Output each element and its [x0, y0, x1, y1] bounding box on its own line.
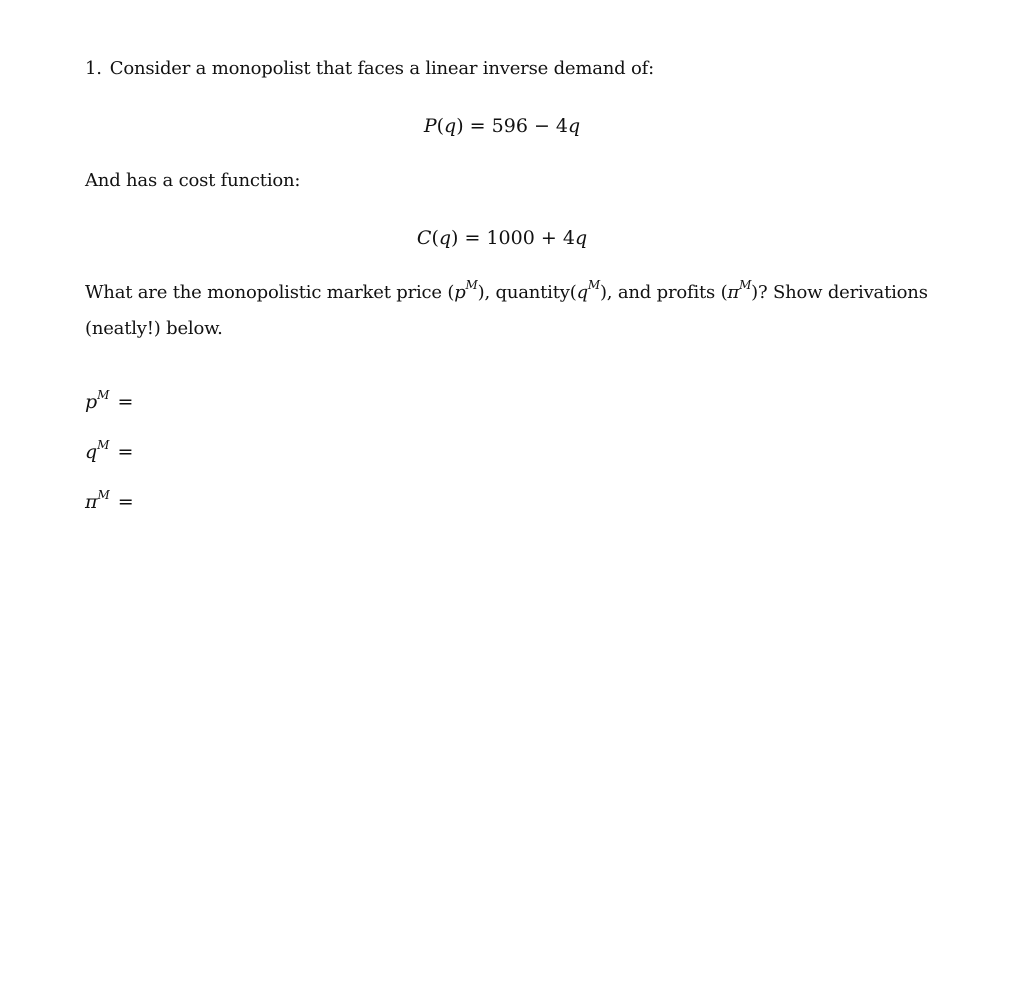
answer-profit-symbol: π [85, 491, 98, 513]
demand-var: q [568, 115, 581, 137]
cost-fixed: 1000 [486, 227, 535, 249]
question-number: 1. [85, 58, 102, 79]
demand-fn-arg: q [444, 115, 457, 137]
prompt-line-2: (neatly!) below. [85, 318, 223, 339]
answer-quantity-equals: = [117, 441, 134, 463]
answer-price [85, 390, 133, 414]
profit-symbol: π [727, 282, 740, 303]
answer-profit-superscript: M [97, 488, 110, 502]
quantity-symbol: q [576, 282, 588, 303]
answer-quantity-superscript: M [97, 438, 110, 452]
profit-superscript: M [739, 278, 752, 292]
answer-price-symbol: p [85, 391, 98, 413]
cost-marginal: 4 [562, 227, 575, 249]
cost-fn-symbol: C [416, 227, 432, 249]
demand-intercept: 596 [491, 115, 528, 137]
demand-minus: − [533, 115, 550, 137]
cost-fn-arg: q [438, 227, 452, 249]
answer-quantity-symbol: q [85, 441, 98, 463]
demand-equals: = [469, 115, 486, 137]
demand-equation: P(q) = 596 − 4q [423, 115, 581, 137]
prompt-line-1 [85, 278, 928, 304]
answer-price-equals: = [117, 391, 134, 413]
cost-equation: C(q) = 1000 + 4q [416, 227, 588, 249]
prompt-text-1: What are the monopolistic market price ( [85, 282, 455, 303]
answer-quantity [85, 440, 133, 464]
demand-fn-symbol: P [423, 115, 437, 137]
cost-var: q [574, 227, 588, 249]
question-intro [85, 58, 654, 80]
answer-price-superscript: M [97, 388, 110, 402]
cost-equals: = [464, 227, 481, 249]
answer-profit-equals: = [117, 491, 134, 513]
cost-intro: And has a cost function: [85, 170, 301, 191]
prompt-text-4: )? Show derivations [751, 282, 928, 303]
price-superscript: M [465, 278, 478, 292]
quantity-superscript: M [587, 278, 600, 292]
answer-profit [85, 490, 134, 514]
question-intro-text: Consider a monopolist that faces a linear inverse demand of: [109, 58, 654, 79]
prompt-text-2: ), quantity( [477, 282, 577, 303]
prompt-text-3: ), and profits ( [599, 282, 728, 303]
cost-plus: + [540, 227, 557, 249]
demand-slope: 4 [555, 115, 569, 137]
price-symbol: p [454, 282, 466, 303]
